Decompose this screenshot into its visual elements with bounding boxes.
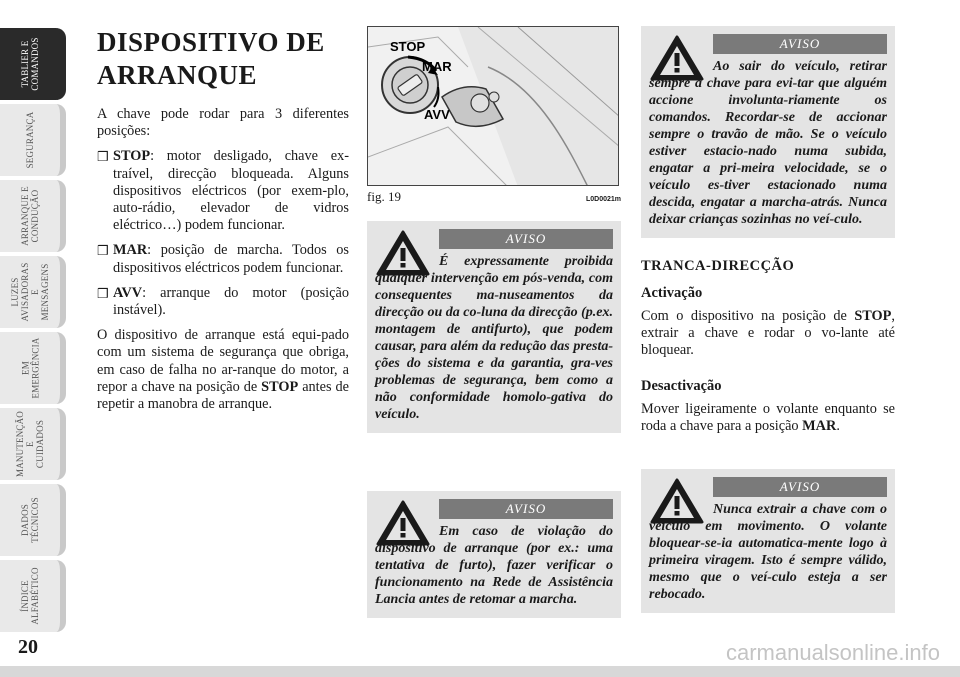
warning-box — [641, 26, 895, 238]
label-mar: MAR — [422, 59, 452, 74]
bottom-bar — [0, 666, 960, 677]
position-desc: : arranque do motor (posição instável). — [113, 284, 349, 319]
deactivation-title: Desactivação — [641, 377, 722, 394]
tab-tablier-e-comandos[interactable] — [0, 28, 66, 100]
section-title: DISPOSITIVO DE ARRANQUE — [97, 27, 325, 90]
list-item — [97, 242, 349, 276]
tab-label: DADOS TÉCNICOS — [20, 497, 40, 543]
tab-label: TABLIER E COMANDOS — [20, 37, 40, 91]
tab-label: ÍNDICE ALFABÉTICO — [20, 567, 40, 625]
intro-text: A chave pode rodar para 3 diferentes posições: — [97, 106, 349, 140]
stop-key: STOP — [854, 308, 892, 324]
tab-arranque-e-conducao[interactable] — [0, 180, 66, 252]
safety-paragraph: O dispositivo de arranque está equi-pado com um sistema de segurança que obriga, em caso de falha no ar-ranque do motor, a repor a chave na posição de STOP antes de repetir a manobra de arranque. — [97, 327, 349, 413]
tab-label: EM EMERGÊNCIA — [20, 337, 40, 399]
ignition-switch-illustration — [368, 27, 619, 186]
tab-manutencao-e-cuidados[interactable] — [0, 408, 66, 480]
warning-title: AVISO — [713, 477, 887, 497]
column-steering-lock — [641, 26, 895, 613]
warning-box — [641, 469, 895, 613]
figure-number: fig. 19 — [367, 189, 401, 204]
list-item — [97, 148, 349, 234]
warning-text: Ao sair do veículo, retirar sempre a chave para evi-tar que alguém accione involunta-riamente os comandos. Recordar-se de accionar sempre o travão de mão. Se o veículo estiver estacio-nado numa subida, engatar a pri-meira velocidade, se o veículo es-tiver estacionado numa descida, engatar a marcha-atrás. Nunca deixar crianças sozinhas no veí-culo. — [649, 59, 887, 227]
tab-em-emergencia[interactable] — [0, 332, 66, 404]
position-key: STOP — [113, 148, 151, 165]
tab-label: LUZES AVISADORAS E MENSAGENS — [10, 262, 50, 322]
warning-box — [367, 491, 621, 618]
tab-label: SEGURANÇA — [25, 111, 35, 169]
warning-text: Nunca extrair a chave com o veículo em movimento. O volante bloquear-se-ia automatica-mente logo à primeira viragem. Isto é sempre válido, mesmo que o veí-culo esteja a ser rebocado. — [649, 502, 887, 603]
figure-caption — [367, 189, 621, 205]
mar-key: MAR — [802, 417, 837, 434]
warning-title: AVISO — [439, 229, 613, 249]
position-key: AVV — [113, 284, 143, 301]
tab-seguranca[interactable] — [0, 104, 66, 176]
warning-title: AVISO — [439, 499, 613, 519]
ignition-figure — [367, 26, 619, 186]
warning-box — [367, 221, 621, 433]
checkbox-bullet-icon: ❒ — [97, 285, 109, 301]
page-number: 20 — [18, 636, 38, 658]
column-ignition — [97, 26, 349, 421]
figure-code: L0D0021m — [585, 196, 621, 203]
warning-title: AVISO — [713, 34, 887, 54]
position-desc: : motor desligado, chave ex-traível, direcção bloqueada. Alguns dispositivos eléctricos (por exem-plo, auto-rádio, elevador de vidros eléctrico…) podem funcionar. — [113, 148, 349, 234]
watermark: carmanualsonline.info — [725, 640, 940, 665]
warning-text: É expressamente proibida qualquer intervenção em pós-venda, com consequentes ma-nuseamentos da direcção ou da co-luna da direcção (p.ex. montagem de antifurto), que podem causar, para além da redução das presta-ções do sistema e da garantia, gra-ves problemas de segurança, bem como a não conformidade homolo-gativa do veículo. — [375, 254, 613, 422]
label-avv: AVV — [424, 107, 450, 122]
label-stop: STOP — [390, 39, 426, 54]
activation-title: Activação — [641, 285, 703, 301]
checkbox-bullet-icon: ❒ — [97, 243, 109, 259]
tab-label: ARRANQUE E CONDUÇÃO — [20, 186, 40, 246]
stop-key: STOP — [261, 378, 299, 395]
tab-dados-tecnicos[interactable] — [0, 484, 66, 556]
position-key: MAR — [113, 242, 148, 259]
checkbox-bullet-icon: ❒ — [97, 149, 109, 165]
tab-label: MANUTENÇÃO E CUIDADOS — [15, 411, 45, 477]
tab-luzes-avisadoras[interactable] — [0, 256, 66, 328]
steering-lock-heading: TRANCA-DIRECÇÃO — [641, 258, 795, 274]
deactivation-text: Mover ligeiramente o volante enquanto se roda a chave para a posição MAR. — [641, 400, 895, 434]
tab-indice-alfabetico[interactable] — [0, 560, 66, 632]
activation-text: Com o dispositivo na posição de STOP, extrair a chave e rodar o vo-lante até bloquear. — [641, 308, 895, 359]
column-figure-warnings — [367, 26, 621, 618]
chapter-tabs — [0, 0, 74, 640]
position-desc: : posição de marcha. Todos os dispositivos eléctricos podem funcionar. — [113, 242, 349, 276]
list-item — [97, 285, 349, 319]
warning-text: Em caso de violação do dispositivo de arranque (por ex.: uma tentativa de furto), fazer verificar o funcionamento na Rede de Assistência Lancia antes de retomar a marcha. — [375, 524, 613, 607]
